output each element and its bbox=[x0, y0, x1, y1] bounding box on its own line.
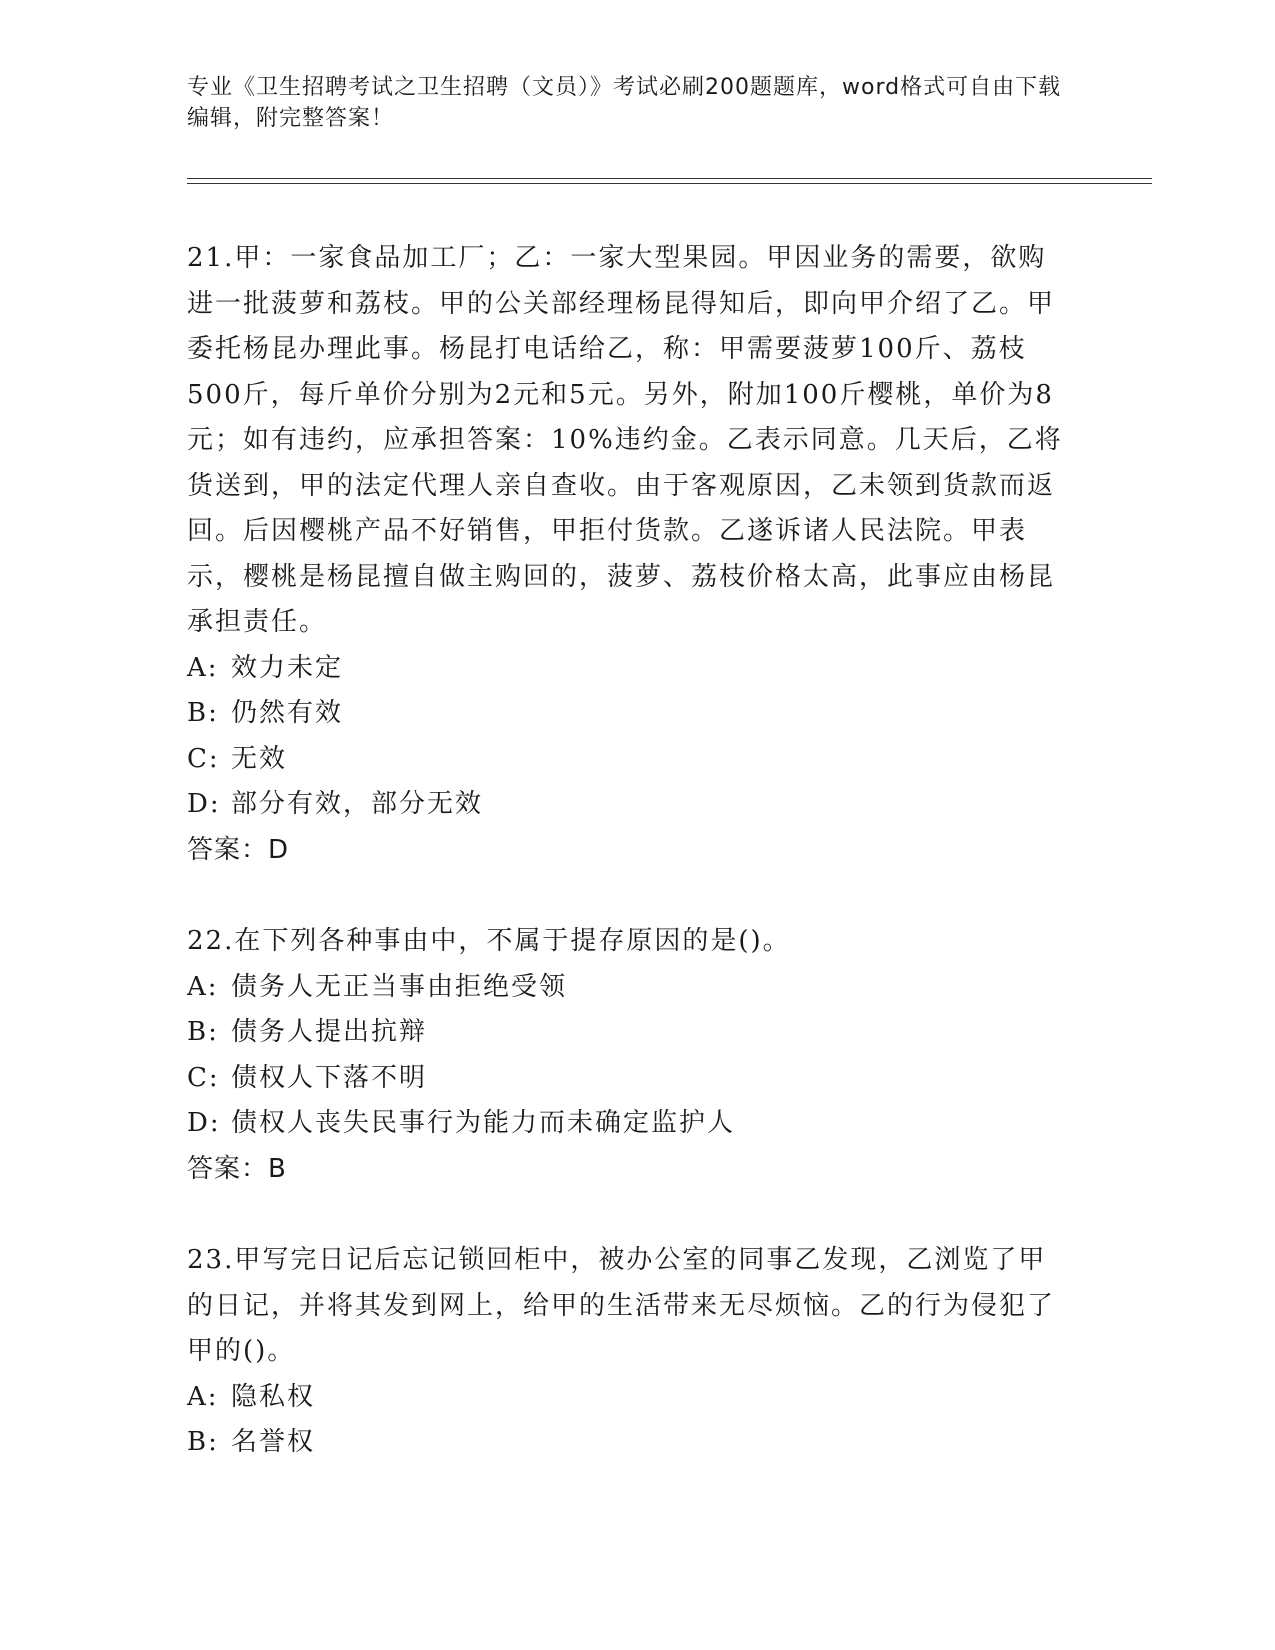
option-c bbox=[187, 737, 1067, 783]
option-text: 仍然有效 bbox=[231, 698, 344, 728]
option-letter: B: bbox=[187, 1427, 219, 1457]
question-stem: 23.甲写完日记后忘记锁回柜中，被办公室的同事乙发现，乙浏览了甲的日记，并将其发到网上，给甲的生活带来无尽烦恼。乙的行为侵犯了甲的()。 bbox=[187, 1245, 1056, 1366]
option-letter: A: bbox=[187, 971, 219, 1002]
document-header bbox=[187, 72, 1067, 134]
option-text: 债务人提出抗辩 bbox=[231, 1017, 428, 1047]
header-rule-bottom bbox=[187, 183, 1152, 184]
question-23 bbox=[187, 1238, 1067, 1466]
option-b bbox=[187, 691, 1067, 737]
option-text: 债权人丧失民事行为能力而未确定监护人 bbox=[231, 1108, 736, 1138]
option-d bbox=[187, 1101, 1067, 1147]
option-letter: B: bbox=[187, 1017, 219, 1047]
option-text: 部分有效，部分无效 bbox=[231, 789, 484, 819]
header-rule-top bbox=[187, 178, 1152, 179]
option-letter: B: bbox=[187, 698, 219, 728]
question-stem: 21.甲：一家食品加工厂；乙：一家大型果园。甲因业务的需要，欲购进一批菠萝和荔枝。甲的公关部经理杨昆得知后，即向甲介绍了乙。甲委托杨昆办理此事。杨昆打电话给乙，称：甲需要菠萝100斤、荔枝500斤，每斤单价分别为2元和5元。另外，附加100斤樱桃，单价为8元；如有违约，应承担答案：10%违约金。乙表示同意。几天后，乙将货送到，甲的法定代理人亲自查收。由于客观原因，乙未领到货款而返回。后因樱桃产品不好销售，甲拒付货款。乙遂诉诸人民法院。甲表示，樱桃是杨昆擅自做主购回的，菠萝、荔枝价格太高，此事应由杨昆承担责任。 bbox=[187, 243, 1063, 637]
option-letter: A: bbox=[187, 1381, 219, 1412]
option-text: 名誉权 bbox=[231, 1427, 316, 1457]
option-letter: C: bbox=[187, 743, 220, 774]
question-22 bbox=[187, 919, 1067, 1192]
option-letter: A: bbox=[187, 652, 219, 683]
answer-line: 答案：D bbox=[187, 834, 290, 865]
option-letter: D: bbox=[187, 789, 221, 819]
question-21 bbox=[187, 236, 1067, 873]
option-b bbox=[187, 1010, 1067, 1056]
option-a bbox=[187, 1375, 1067, 1421]
option-text: 债权人下落不明 bbox=[231, 1062, 428, 1093]
question-list bbox=[187, 236, 1067, 1512]
header-title: 专业《卫生招聘考试之卫生招聘（文员）》考试必刷200题题库，word格式可自由下载编辑，附完整答案！ bbox=[187, 75, 1062, 131]
option-text: 无效 bbox=[231, 743, 288, 774]
option-c bbox=[187, 1056, 1067, 1102]
option-letter: D: bbox=[187, 1108, 221, 1138]
option-a bbox=[187, 965, 1067, 1011]
question-stem: 22.在下列各种事由中，不属于提存原因的是()。 bbox=[187, 926, 791, 956]
option-a bbox=[187, 646, 1067, 692]
option-text: 效力未定 bbox=[231, 652, 344, 683]
option-letter: C: bbox=[187, 1062, 220, 1093]
option-text: 隐私权 bbox=[231, 1381, 316, 1412]
option-b bbox=[187, 1420, 1067, 1466]
answer-line: 答案：B bbox=[187, 1153, 287, 1184]
option-d bbox=[187, 782, 1067, 828]
option-text: 债务人无正当事由拒绝受领 bbox=[231, 971, 568, 1002]
